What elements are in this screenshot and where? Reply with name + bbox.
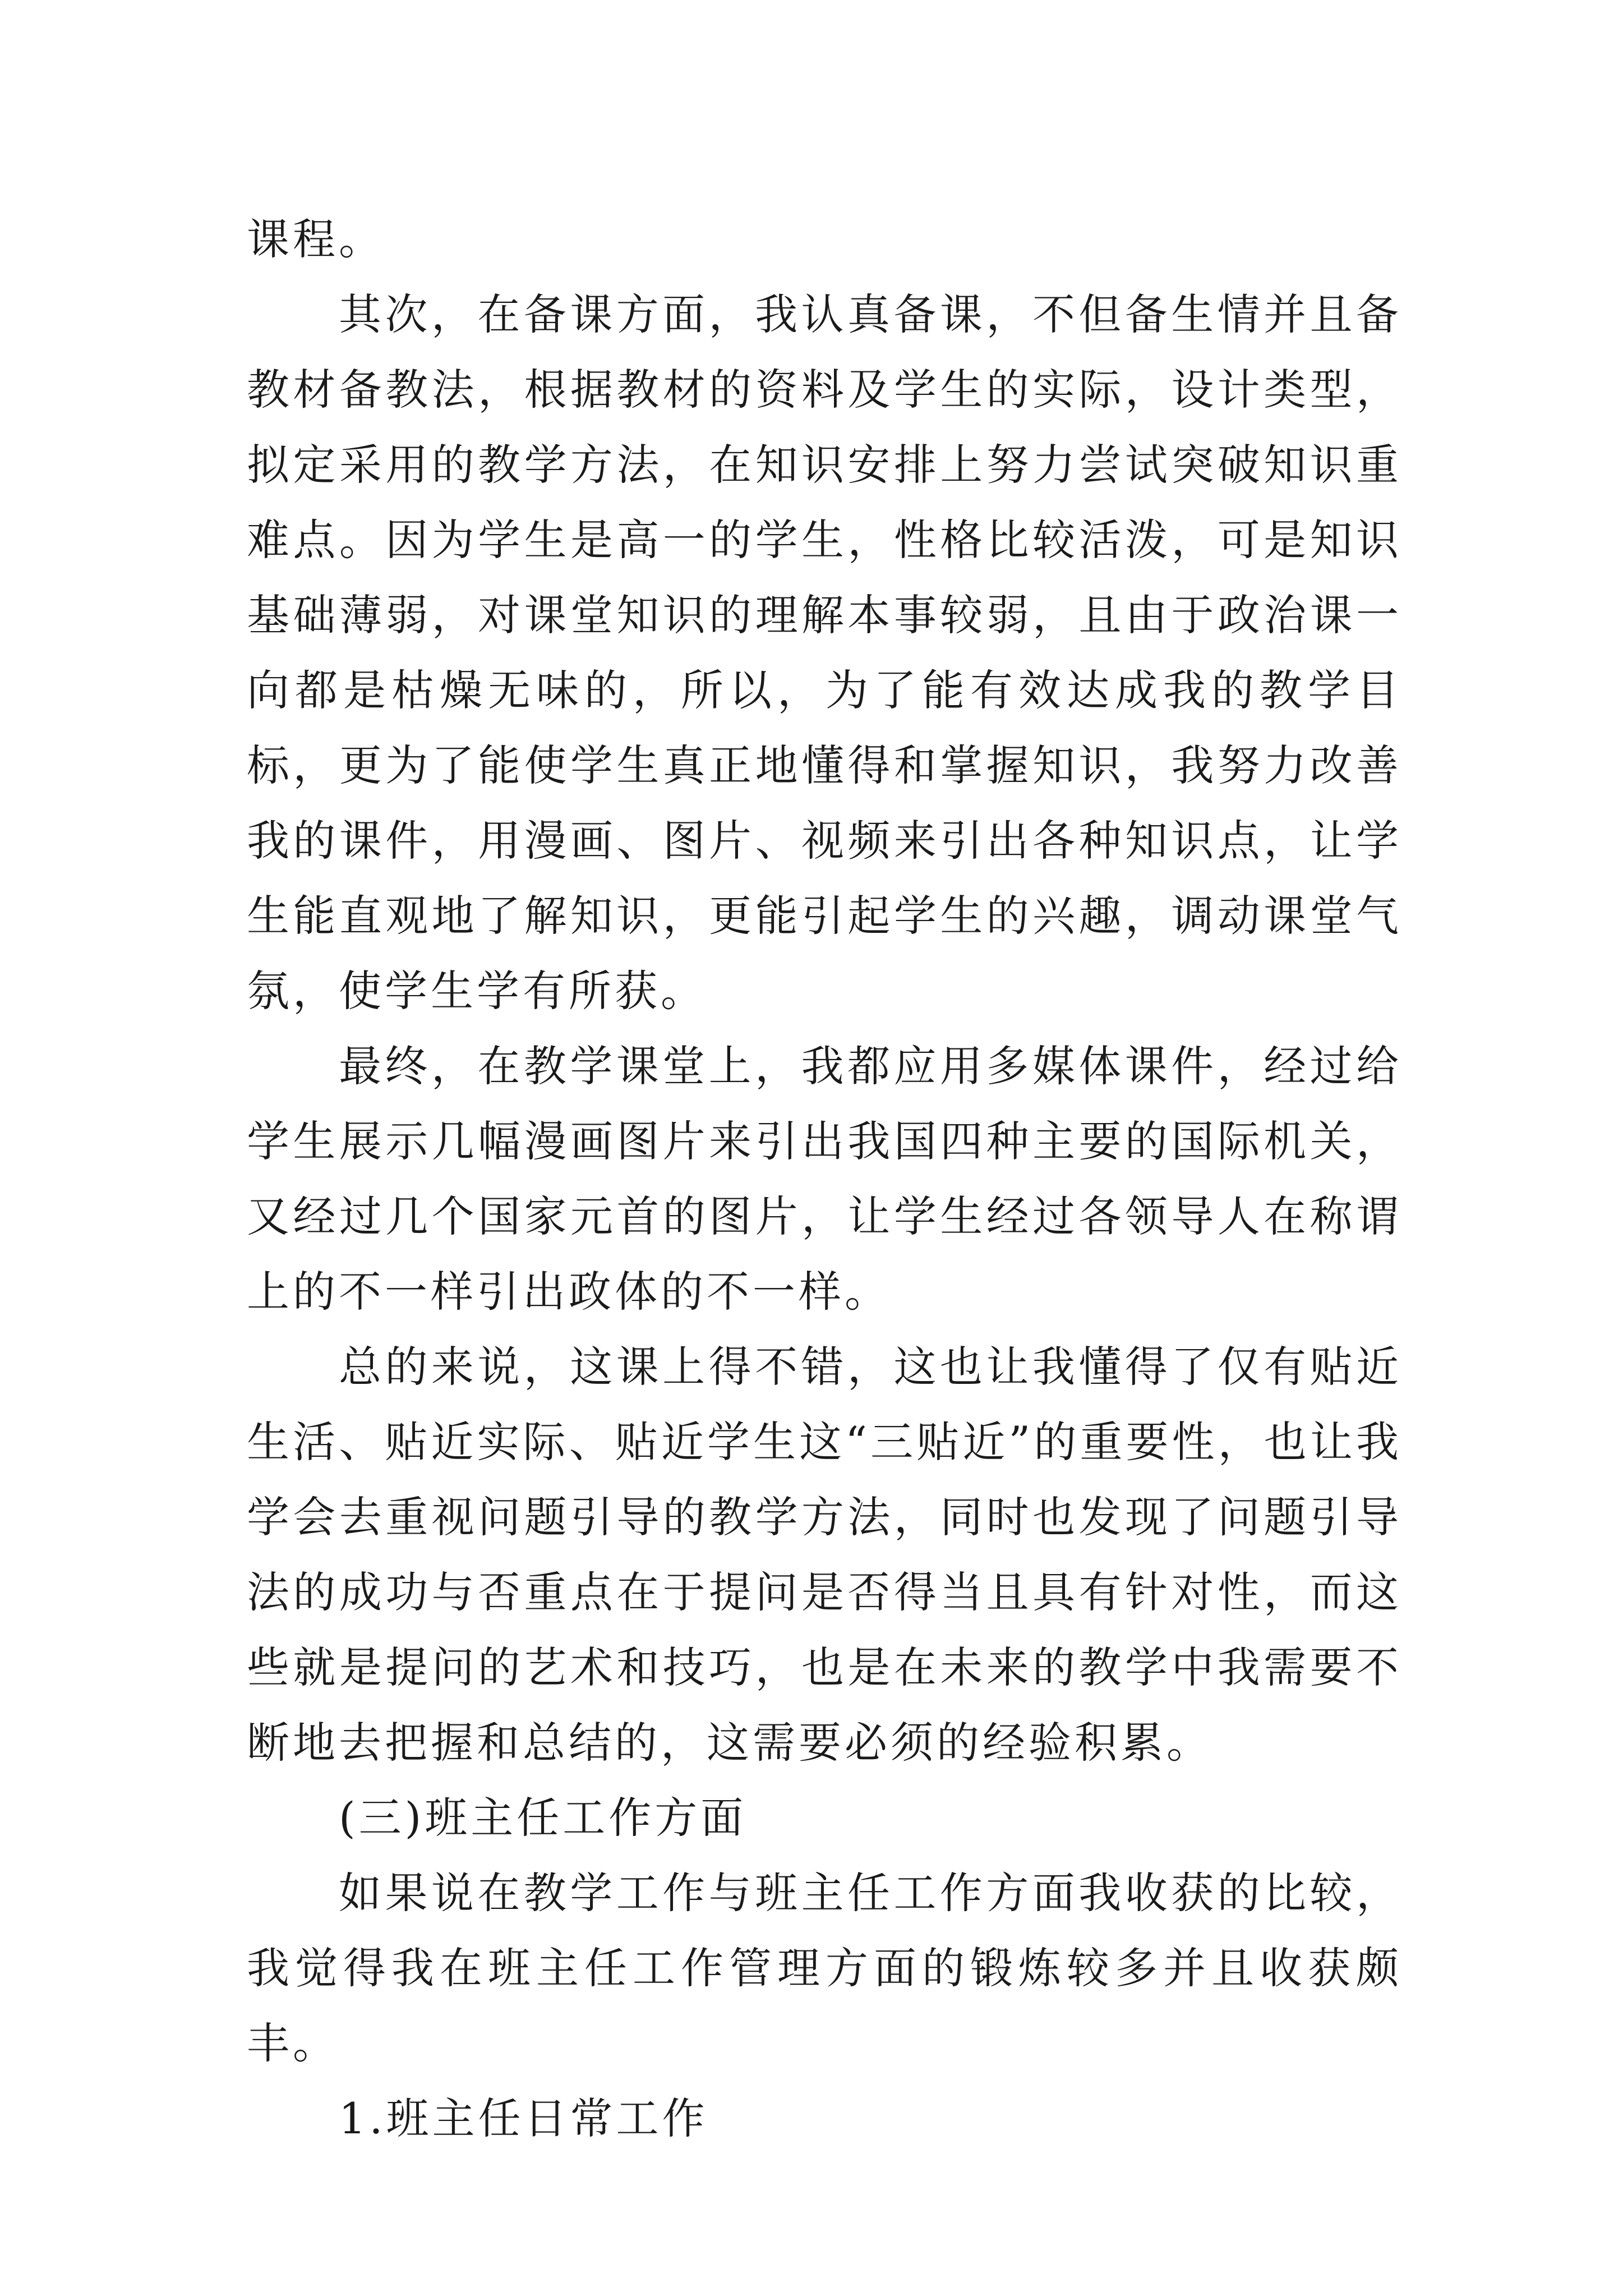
- paragraph-summary: 总的来说，这课上得不错，这也让我懂得了仅有贴近生活、贴近实际、贴近学生这“三贴近”的重要性，也让我学会去重视问题引导的教学方法，同时也发现了问题引导法的成功与否重点在于提问是否得当且具有针对性，而这些就是提问的艺术和技巧，也是在未来的教学中我需要不断地去把握和总结的，这需要必须的经验积累。: [247, 1342, 1402, 1768]
- paragraph-classroom: 最终，在教学课堂上，我都应用多媒体课件，经过给学生展示几幅漫画图片来引出我国四种主要的国际机关，又经过几个国家元首的图片，让学生经过各领导人在称谓上的不一样引出政体的不一样。: [247, 1041, 1402, 1317]
- paragraph-class-teacher: 如果说在教学工作与班主任工作方面我收获的比较，我觉得我在班主任工作管理方面的锻炼较多并且收获颇丰。: [247, 1868, 1402, 2068]
- paragraph-continuation: 课程。: [247, 214, 385, 264]
- document-body: [247, 202, 1402, 2156]
- subsection-heading: 1.班主任日常工作: [339, 2093, 708, 2143]
- paragraph-lesson-prep: 其次，在备课方面，我认真备课，不但备生情并且备教材备教法，根据教材的资料及学生的实际，设计类型，拟定采用的教学方法，在知识安排上努力尝试突破知识重难点。因为学生是高一的学生，性格比较活泼，可是知识基础薄弱，对课堂知识的理解本事较弱，且由于政治课一向都是枯燥无味的，所以，为了能有效达成我的教学目标，更为了能使学生真正地懂得和掌握知识，我努力改善我的课件，用漫画、图片、视频来引出各种知识点，让学生能直观地了解知识，更能引起学生的兴趣，调动课堂气氛，使学生学有所获。: [247, 289, 1402, 1016]
- section-heading: (三)班主任工作方面: [339, 1793, 747, 1843]
